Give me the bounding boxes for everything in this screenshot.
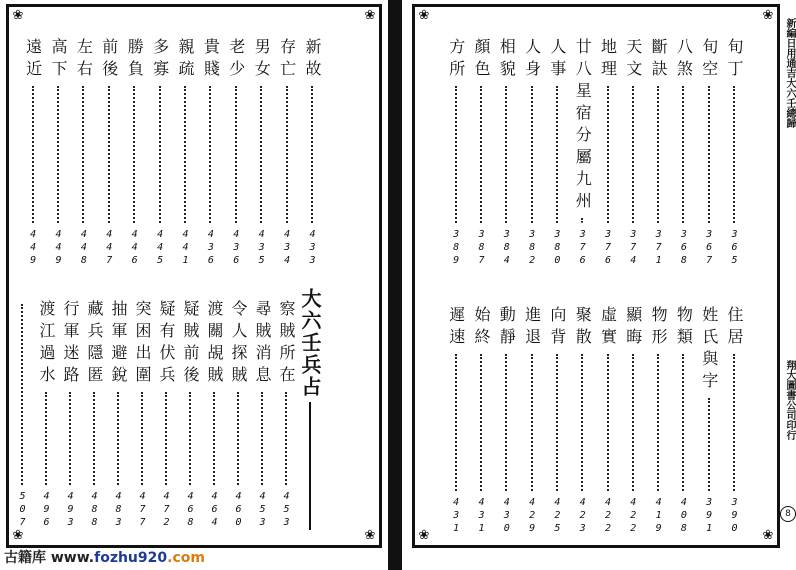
leader-dots	[141, 392, 143, 485]
index-entry-title: 姓氏與字	[699, 306, 719, 394]
index-entry	[132, 300, 152, 530]
index-entry-title: 遠近	[23, 38, 43, 82]
index-entry-page: 423	[577, 497, 589, 536]
index-entry-title: 勝負	[125, 38, 145, 82]
index-entry	[108, 300, 128, 530]
index-entry	[150, 38, 170, 268]
index-entry	[673, 306, 693, 536]
index-entry-title: 令人探賊	[229, 300, 248, 388]
index-entry-page: 436	[205, 229, 217, 268]
leader-dots	[455, 86, 457, 223]
leader-dots	[209, 86, 211, 223]
leader-dots	[117, 392, 119, 485]
watermark-part2: fozhu920	[94, 550, 168, 566]
corner-ornament-icon: ❀	[12, 528, 24, 543]
index-entry	[547, 306, 567, 536]
index-entry	[99, 38, 119, 268]
index-entry-page: 468	[185, 491, 196, 530]
leader-dots	[32, 86, 34, 223]
index-entry-page: 380	[551, 229, 563, 268]
index-entry	[175, 38, 195, 268]
index-entry	[673, 38, 693, 268]
index-entry-title: 虛實	[598, 306, 618, 350]
corner-ornament-icon: ❀	[762, 8, 774, 23]
index-entry-page: 441	[180, 229, 191, 268]
leader-dots	[480, 354, 482, 491]
index-entry-title: 老少	[226, 38, 246, 82]
heading-rule	[309, 402, 311, 530]
index-entry	[572, 306, 592, 536]
leader-dots	[311, 86, 313, 223]
index-entry-title: 始終	[472, 306, 491, 350]
leader-dots	[632, 86, 634, 223]
index-entry-page: 453	[281, 491, 292, 530]
index-entry-page: 384	[501, 229, 513, 268]
index-entry-page: 425	[551, 497, 563, 536]
index-entry-page: 391	[703, 497, 715, 536]
index-entry	[228, 300, 248, 530]
index-entry-page: 464	[209, 491, 220, 530]
index-entry	[496, 38, 516, 268]
index-entry	[572, 38, 592, 268]
index-entry-title: 抽軍避銳	[109, 300, 128, 388]
index-entry	[446, 306, 466, 536]
index-entry-title: 親疏	[176, 38, 195, 82]
index-entry	[648, 306, 668, 536]
index-entry-page: 460	[233, 491, 244, 530]
leader-dots	[607, 354, 609, 491]
corner-ornament-icon: ❀	[418, 528, 430, 543]
index-entry-page: 453	[257, 491, 268, 530]
index-entry-page: 389	[450, 229, 462, 268]
index-entry	[471, 38, 491, 268]
leader-dots	[682, 86, 684, 223]
index-entry-title: 高下	[49, 38, 68, 82]
index-entry-page: 429	[526, 497, 538, 536]
index-entry-title: 動靜	[497, 306, 517, 350]
leader-dots	[556, 86, 558, 223]
leader-dots	[531, 354, 533, 491]
index-entry	[724, 306, 744, 536]
index-entry	[724, 38, 744, 268]
leader-dots	[505, 86, 507, 223]
corner-ornament-icon: ❀	[364, 528, 376, 543]
index-entry-title: 疑有伏兵	[157, 300, 176, 388]
leader-dots	[708, 398, 710, 491]
leader-dots	[57, 86, 59, 223]
index-entry-page: 483	[113, 491, 124, 530]
index-entry-title: 旬空	[699, 38, 719, 82]
index-entry-title: 旬丁	[725, 38, 744, 82]
index-entry-page: 368	[678, 229, 690, 268]
index-entry-page: 371	[653, 229, 665, 268]
spine-title: 新編日用通吉大六壬總歸	[784, 18, 795, 128]
leader-dots	[213, 392, 215, 485]
leader-dots	[159, 86, 161, 223]
index-entry	[547, 38, 567, 268]
leader-dots	[235, 86, 237, 223]
index-entry-page: 477	[137, 491, 148, 530]
leader-dots	[455, 354, 457, 491]
section-heading-text: 大六壬兵占	[298, 288, 322, 398]
leader-dots	[581, 218, 583, 223]
index-entry-title: 多寡	[150, 38, 170, 82]
index-entry-page: 445	[154, 229, 166, 268]
index-entry-title: 察賊所在	[277, 300, 296, 388]
leader-dots	[108, 86, 110, 223]
index-entry-title: 方所	[446, 38, 466, 82]
index-entry	[598, 38, 618, 268]
index-entry-page: 374	[627, 229, 639, 268]
index-entry	[471, 306, 491, 536]
index-entry-page: 419	[653, 497, 665, 536]
index-entry-page: 436	[230, 229, 242, 268]
book-gutter	[388, 0, 402, 570]
index-entry-title: 廿八星宿分屬九州	[573, 38, 593, 214]
index-entry-page: 376	[602, 229, 614, 268]
leader-dots	[286, 86, 288, 223]
index-entry-title: 相貌	[497, 38, 517, 82]
index-entry-page: 387	[476, 229, 487, 268]
leader-dots	[505, 354, 507, 491]
index-entry-title: 住居	[725, 306, 744, 350]
index-entry-page: 448	[78, 229, 90, 268]
index-entry	[84, 300, 104, 530]
index-entry-title: 顯晦	[623, 306, 643, 350]
leader-dots	[285, 392, 287, 485]
leader-dots	[556, 354, 558, 491]
index-entry-title: 天文	[623, 38, 643, 82]
leader-dots	[531, 86, 533, 223]
index-entry	[200, 38, 220, 268]
index-entry-page: 422	[602, 497, 614, 536]
index-entry	[156, 300, 176, 530]
index-entry-page: 365	[729, 229, 740, 268]
watermark-part3: .com	[167, 550, 205, 566]
index-entry-page: 449	[27, 229, 39, 268]
index-entry-title: 渡江過水	[37, 300, 56, 388]
index-entry-page: 433	[307, 229, 318, 268]
index-entry-page: 431	[450, 497, 462, 536]
index-entry	[226, 38, 246, 268]
corner-ornament-icon: ❀	[418, 8, 430, 23]
leader-dots	[607, 86, 609, 223]
index-entry-title: 物類	[674, 306, 694, 350]
index-entry-page: 488	[89, 491, 100, 530]
leader-dots	[708, 86, 710, 223]
leader-dots	[260, 86, 262, 223]
leader-dots	[682, 354, 684, 491]
index-entry-page: 446	[129, 229, 141, 268]
leader-dots	[184, 86, 186, 223]
index-entry-page: 493	[65, 491, 76, 530]
index-entry-title: 男女	[252, 38, 272, 82]
index-entry	[598, 306, 618, 536]
leader-dots	[657, 86, 659, 223]
index-entry	[12, 300, 32, 530]
index-entry	[204, 300, 224, 530]
index-entry-title: 行軍迷路	[61, 300, 80, 388]
index-entry-title: 遲速	[446, 306, 466, 350]
leader-dots	[733, 354, 735, 491]
index-entry	[648, 38, 668, 268]
index-entry-title: 顏色	[472, 38, 491, 82]
index-entry-title: 新故	[303, 38, 322, 82]
index-entry-page: 435	[256, 229, 268, 268]
index-entry-title: 藏兵隱匿	[85, 300, 104, 388]
leader-dots	[581, 354, 583, 491]
index-entry	[496, 306, 516, 536]
index-entry-page: 431	[476, 497, 487, 536]
index-entry-title: 人身	[522, 38, 542, 82]
index-entry-title: 斷訣	[649, 38, 669, 82]
index-entry-page: 382	[526, 229, 538, 268]
index-entry-page: 422	[627, 497, 639, 536]
index-entry-title: 進退	[522, 306, 542, 350]
index-entry	[302, 38, 322, 268]
index-entry-page: 408	[678, 497, 690, 536]
index-entry-title: 貴賤	[201, 38, 221, 82]
leader-dots	[261, 392, 263, 485]
index-entry-title: 物形	[649, 306, 669, 350]
leader-dots	[480, 86, 482, 223]
leader-dots	[237, 392, 239, 485]
corner-ornament-icon: ❀	[12, 8, 24, 23]
index-entry-title: 向背	[547, 306, 567, 350]
index-entry	[699, 38, 719, 268]
leader-dots	[632, 354, 634, 491]
leader-dots	[733, 86, 735, 223]
index-entry	[36, 300, 56, 530]
index-entry-page: 507	[17, 491, 28, 530]
index-entry	[180, 300, 200, 530]
leader-dots	[21, 304, 23, 485]
index-entry-title: 人事	[547, 38, 567, 82]
index-entry-page: 390	[729, 497, 740, 536]
index-entry-title: 八煞	[674, 38, 694, 82]
index-entry-title: 存亡	[277, 38, 297, 82]
index-entry	[60, 300, 80, 530]
index-entry	[276, 300, 296, 530]
index-entry-page: 430	[501, 497, 513, 536]
index-entry	[252, 300, 272, 530]
index-entry	[23, 38, 43, 268]
corner-ornament-icon: ❀	[364, 8, 376, 23]
section-heading	[296, 288, 324, 530]
index-entry	[277, 38, 297, 268]
index-entry-page: 367	[703, 229, 715, 268]
watermark-part1: 古籍库 www.	[4, 550, 95, 566]
leader-dots	[82, 86, 84, 223]
index-entry-title: 左右	[74, 38, 94, 82]
index-entry	[124, 38, 144, 268]
leader-dots	[133, 86, 135, 223]
leader-dots	[189, 392, 191, 485]
index-entry	[522, 306, 542, 536]
index-entry	[623, 306, 643, 536]
index-entry-page: 472	[161, 491, 172, 530]
index-entry-page: 434	[281, 229, 293, 268]
index-entry-title: 突困出圍	[133, 300, 152, 388]
leader-dots	[69, 392, 71, 485]
index-entry-page: 496	[41, 491, 52, 530]
index-entry	[623, 38, 643, 268]
index-entry	[251, 38, 271, 268]
index-entry-title: 地理	[598, 38, 618, 82]
index-entry-title: 聚散	[573, 306, 593, 350]
site-watermark	[0, 548, 211, 568]
index-entry-title: 疑賊前後	[181, 300, 200, 388]
index-entry	[699, 306, 719, 536]
leader-dots	[93, 392, 95, 485]
index-entry	[73, 38, 93, 268]
leader-dots	[45, 392, 47, 485]
leader-dots	[165, 392, 167, 485]
leader-dots	[657, 354, 659, 491]
page-marker: 8	[780, 506, 796, 522]
index-entry-page: 447	[103, 229, 115, 268]
index-entry	[446, 38, 466, 268]
index-entry-title: 尋賊消息	[253, 300, 272, 388]
index-entry-title: 前後	[99, 38, 119, 82]
index-entry-title: 渡關覘賊	[205, 300, 224, 388]
spine-publisher: 翔大圖書公司印行	[784, 360, 795, 440]
index-entry	[522, 38, 542, 268]
corner-ornament-icon: ❀	[762, 528, 774, 543]
index-entry-page: 376	[577, 229, 589, 268]
index-entry-page: 449	[53, 229, 64, 268]
index-entry	[48, 38, 68, 268]
